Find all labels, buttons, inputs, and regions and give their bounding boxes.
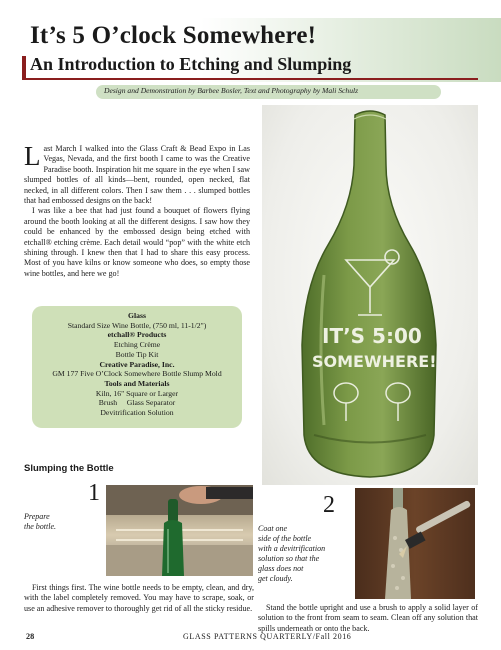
materials-heading-etchall: etchall® Products [107, 330, 167, 340]
caption-line: get cloudy. [258, 574, 293, 583]
page-number: 28 [26, 632, 35, 641]
title-accent-bar [22, 56, 26, 78]
materials-heading-creative-paradise: Creative Paradise, Inc. [99, 359, 175, 369]
materials-heading-tools: Tools and Materials [104, 378, 170, 388]
credit-line: Design and Demonstration by Barbee Bosler, Text and Photography by Mali Schulz [104, 86, 359, 95]
etched-text-line-1: IT’S 5:00 [322, 324, 422, 348]
step-1-paragraph: First things first. The wine bottle needs to be empty, clean, and dry, with the label completely removed. You may have to scrape, soak, or use an adhesive remover to thoroughly get rid of all the sticky residue. [24, 583, 254, 613]
caption-line: Prepare [24, 512, 50, 521]
caption-line: glass does not [258, 564, 304, 573]
drop-cap: L [24, 141, 41, 171]
caption-line: solution so that the [258, 554, 320, 563]
materials-item: Devitrification Solution [100, 408, 174, 418]
step-1-photo-illustration [106, 485, 253, 576]
step-1-photo [106, 485, 253, 576]
page-subtitle: An Introduction to Etching and Slumping [30, 54, 352, 74]
slumped-bottle-photo [262, 105, 478, 485]
materials-item: GM 177 Five O’Clock Somewhere Bottle Slump Mold [52, 369, 222, 379]
step-2-paragraph: Stand the bottle upright and use a brush to apply a solid layer of solution to the front from seam to seam. Clean off any solution that spills underneath or onto the back. [258, 603, 478, 633]
step-2-number: 2 [323, 492, 335, 518]
title-rule [22, 78, 478, 80]
materials-item: Etching Crème [113, 340, 161, 350]
etched-text-line-2: SOMEWHERE! [312, 352, 437, 371]
page-title: It’s 5 O’clock Somewhere! [30, 22, 317, 49]
materials-heading-glass: Glass [128, 311, 146, 320]
materials-item: Bottle Tip Kit [115, 349, 159, 359]
step-2-photo [355, 488, 475, 599]
step-1-number: 1 [88, 480, 100, 506]
materials-list [32, 306, 242, 428]
caption-line: with a devitrification [258, 544, 326, 553]
caption-line: side of the bottle [258, 534, 312, 543]
intro-paragraph-2: I was like a bee that had just found a bouquet of flowers flying around the booth looking at all the different designs. I saw how they could be enhanced by the embossed design being etched with etchall® etching crème. Each detail would “pop” with the white etch shining through. I knew then that I had to share this easy process. Most of you have kilns or know someone who does, so empty those wine bottles, and here we go! [24, 206, 250, 278]
step-2-photo-illustration [355, 488, 475, 599]
step-2-body [258, 603, 478, 634]
materials-item: Brush Glass Separator [98, 398, 176, 408]
intro-text [24, 141, 250, 279]
magazine-footer: GLASS PATTERNS QUARTERLY/Fall 2016 [183, 632, 352, 641]
step-1-body [24, 583, 254, 614]
caption-line: the bottle. [24, 522, 56, 531]
section-heading: Slumping the Bottle [24, 463, 114, 474]
materials-item: Standard Size Wine Bottle, (750 ml, 11-1/2") [67, 320, 207, 330]
materials-item: Kiln, 16" Square or Larger [95, 388, 179, 398]
intro-paragraph-1: ast March I walked into the Glass Craft & Bead Expo in Las Vegas, Nevada, and the first booth I came to was the Creative Paradise booth. Inspiration hit me square in the eye when I saw slumped bottles of all kinds—bent, rounded, open necked, flat necked, in all different colors. Then I saw them . . . slumped bottles that had embossed designs on the back! [24, 144, 250, 206]
step-1-caption [24, 512, 56, 532]
slumped-bottle-illustration [262, 105, 478, 485]
caption-line: Coat one [258, 524, 288, 533]
step-2-caption [258, 524, 325, 584]
